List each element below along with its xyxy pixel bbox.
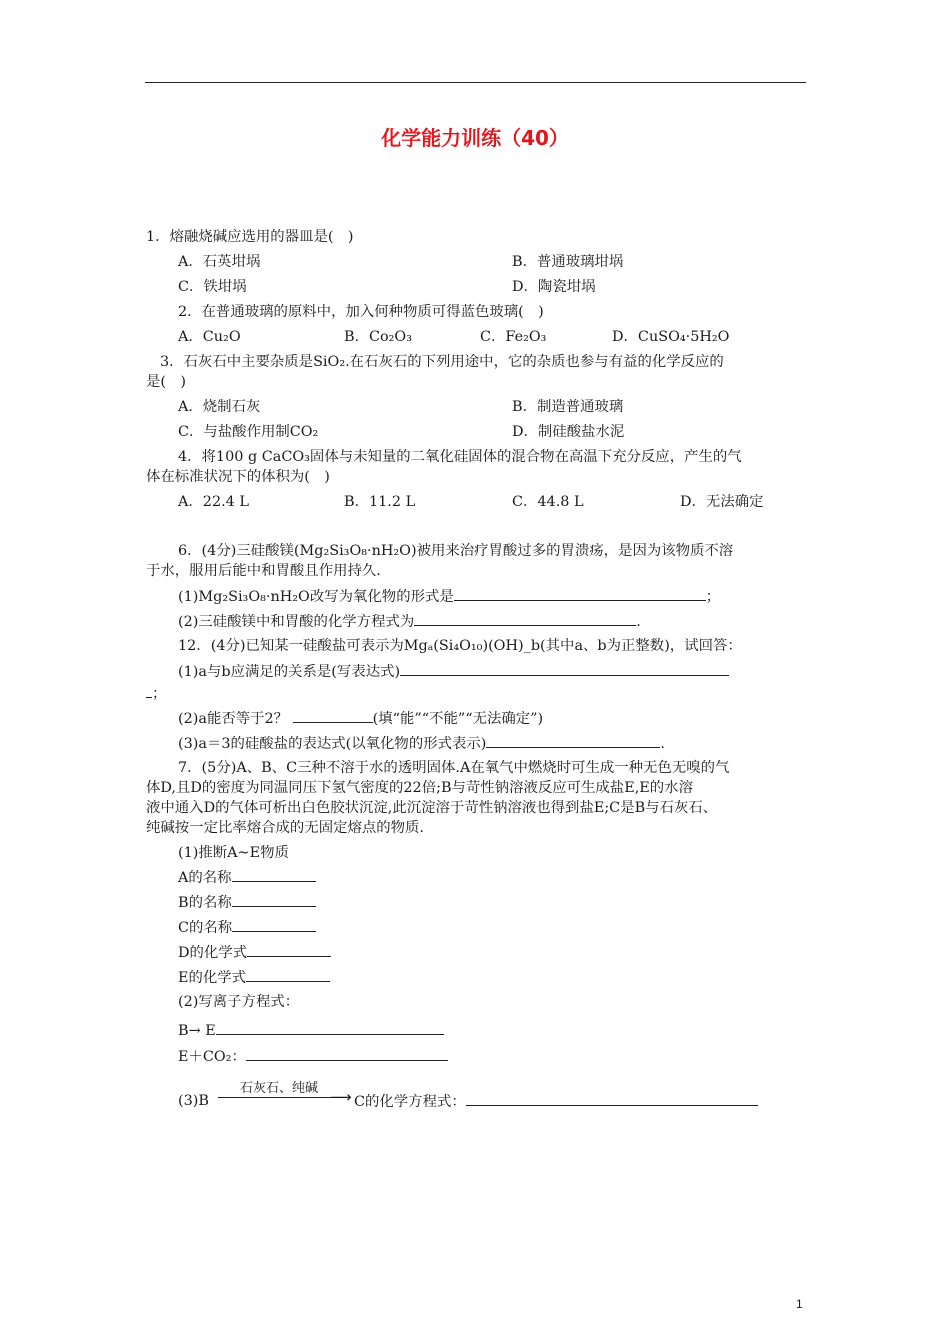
q7-b-name-label: B的名称 — [178, 895, 232, 911]
q4-option-b: B．11.2 L — [344, 494, 416, 510]
q4-option-a: A．22.4 L — [178, 494, 249, 510]
q6-part1-end: ； — [705, 589, 721, 605]
q2-option-b: B．Co₂O₃ — [344, 329, 412, 345]
q12-part2 — [178, 708, 543, 729]
q7-b-to-e-blank[interactable] — [216, 1020, 444, 1035]
q7-part3-blank[interactable] — [466, 1091, 758, 1106]
q3-option-c: C．与盐酸作用制CO₂ — [178, 424, 319, 440]
q7-d-formula-blank[interactable] — [247, 942, 331, 957]
arrow-right-icon: ⟶ — [330, 1088, 352, 1106]
q7-part3-end — [354, 1091, 758, 1112]
reaction-arrow — [218, 1077, 352, 1107]
reaction-arrow-line — [218, 1097, 336, 1098]
page-number: 1 — [796, 1297, 803, 1311]
q7-a-name-label: A的名称 — [178, 870, 232, 886]
q7-stem-line1: 7．(5分)A、B、C三种不溶于水的透明固体.A在氧气中燃烧时可生成一种无色无嗅的气 — [178, 760, 730, 776]
q6-part2-blank[interactable] — [414, 611, 636, 626]
q1-option-c: C．铁坩埚 — [178, 279, 247, 295]
q4-stem-line2: 体在标准状况下的体积为( ) — [146, 469, 330, 485]
q7-c-name — [178, 917, 316, 938]
q2-option-a: A．Cu₂O — [178, 329, 241, 345]
q3-stem-line2: 是( ) — [146, 374, 187, 390]
q12-part2-end: (填“能”“不能”“无法确定”) — [372, 711, 544, 727]
q6-part2-text: (2)三硅酸镁中和胃酸的化学方程式为 — [178, 614, 415, 630]
q7-d-formula-label: D的化学式 — [178, 945, 248, 961]
q7-part3-end-text: C的化学方程式： — [354, 1094, 466, 1110]
q12-part2-blank[interactable] — [293, 708, 373, 723]
q7-b-name-blank[interactable] — [232, 892, 316, 907]
q12-part3-end: . — [660, 736, 665, 752]
q7-e-formula — [178, 967, 330, 988]
q7-b-to-e-label: B→ E — [178, 1023, 216, 1039]
q6-part2 — [178, 611, 641, 632]
q1-option-d: D．陶瓷坩埚 — [512, 279, 596, 295]
q7-stem-line3: 液中通入D的气体可析出白色胶状沉淀,此沉淀溶于苛性钠溶液也得到盐E;C是B与石灰石、 — [146, 800, 718, 816]
q12-part1-end: ； — [152, 686, 167, 702]
q12-part1-blank[interactable] — [400, 661, 729, 676]
q7-c-name-blank[interactable] — [232, 917, 316, 932]
q6-stem-line2: 于水，服用后能中和胃酸且作用持久. — [146, 563, 381, 579]
reaction-condition: 石灰石、纯碱 — [240, 1081, 319, 1096]
q7-c-name-label: C的名称 — [178, 920, 233, 936]
q6-part1 — [178, 586, 720, 607]
q7-b-to-e — [178, 1020, 444, 1041]
q12-part1 — [178, 661, 729, 682]
q7-b-name — [178, 892, 316, 913]
q2-stem: 2．在普通玻璃的原料中，加入何种物质可得蓝色玻璃( ) — [178, 304, 544, 320]
q3-stem-line1: 3．石灰石中主要杂质是SiO₂.在石灰石的下列用途中，它的杂质也参与有益的化学反应的 — [160, 354, 724, 370]
q7-e-co2 — [178, 1046, 448, 1067]
q7-e-formula-label: E的化学式 — [178, 970, 247, 986]
q2-option-d: D．CuSO₄·5H₂O — [612, 329, 730, 345]
q7-stem-line4: 纯碱按一定比率熔合成的无固定熔点的物质. — [146, 820, 424, 836]
q4-stem-line1: 4．将100 g CaCO₃固体与未知量的二氧化硅固体的混合物在高温下充分反应，产生的气 — [178, 449, 742, 465]
q6-stem-line1: 6．(4分)三硅酸镁(Mg₂Si₃O₈·nH₂O)被用来治疗胃酸过多的胃溃疡，是因为该物质不溶 — [178, 543, 734, 559]
q7-e-formula-blank[interactable] — [246, 967, 330, 982]
q7-part1: (1)推断A~E物质 — [178, 845, 289, 861]
q7-part3-start: (3)B — [178, 1093, 209, 1109]
q12-part3 — [178, 733, 665, 754]
page-title: 化学能力训练（40） — [381, 126, 569, 150]
q6-part1-blank[interactable] — [454, 586, 706, 601]
q7-d-formula — [178, 942, 331, 963]
q12-part3-text: (3)a＝3的硅酸盐的表达式(以氧化物的形式表示) — [178, 736, 487, 752]
q12-part3-blank[interactable] — [486, 733, 660, 748]
q7-a-name-blank[interactable] — [232, 867, 316, 882]
q12-part1-continuation — [146, 683, 166, 704]
q1-option-a: A．石英坩埚 — [178, 254, 261, 270]
q6-part1-text: (1)Mg₂Si₃O₈·nH₂O改写为氧化物的形式是 — [178, 589, 454, 605]
q7-part2: (2)写离子方程式： — [178, 994, 300, 1010]
q1-option-b: B．普通玻璃坩埚 — [512, 254, 624, 270]
q6-part2-end: . — [636, 614, 641, 630]
q12-part2-text: (2)a能否等于2？ — [178, 711, 289, 727]
header-rule — [145, 82, 806, 83]
q3-option-d: D．制硅酸盐水泥 — [512, 424, 625, 440]
q3-option-b: B．制造普通玻璃 — [512, 399, 624, 415]
q3-option-a: A．烧制石灰 — [178, 399, 261, 415]
q4-option-d: D．无法确定 — [680, 494, 764, 510]
q7-stem-line2: 体D,且D的密度为同温同压下氢气密度的22倍;B与苛性钠溶液反应可生成盐E,E的水溶 — [146, 780, 693, 796]
q7-a-name — [178, 867, 316, 888]
q7-e-co2-label: E＋CO₂： — [178, 1049, 246, 1065]
q12-part1-text: (1)a与b应满足的关系是(写表达式) — [178, 664, 401, 680]
q1-stem: 1．熔融烧碱应选用的器皿是( ) — [146, 229, 354, 245]
q7-e-co2-blank[interactable] — [246, 1046, 448, 1061]
q12-stem: 12．(4分)已知某一硅酸盐可表示为Mgₐ(Si₄O₁₀)(OH)_b(其中a、b为正整数)，试回答： — [178, 638, 742, 654]
q4-option-c: C．44.8 L — [512, 494, 584, 510]
q2-option-c: C．Fe₂O₃ — [480, 329, 547, 345]
